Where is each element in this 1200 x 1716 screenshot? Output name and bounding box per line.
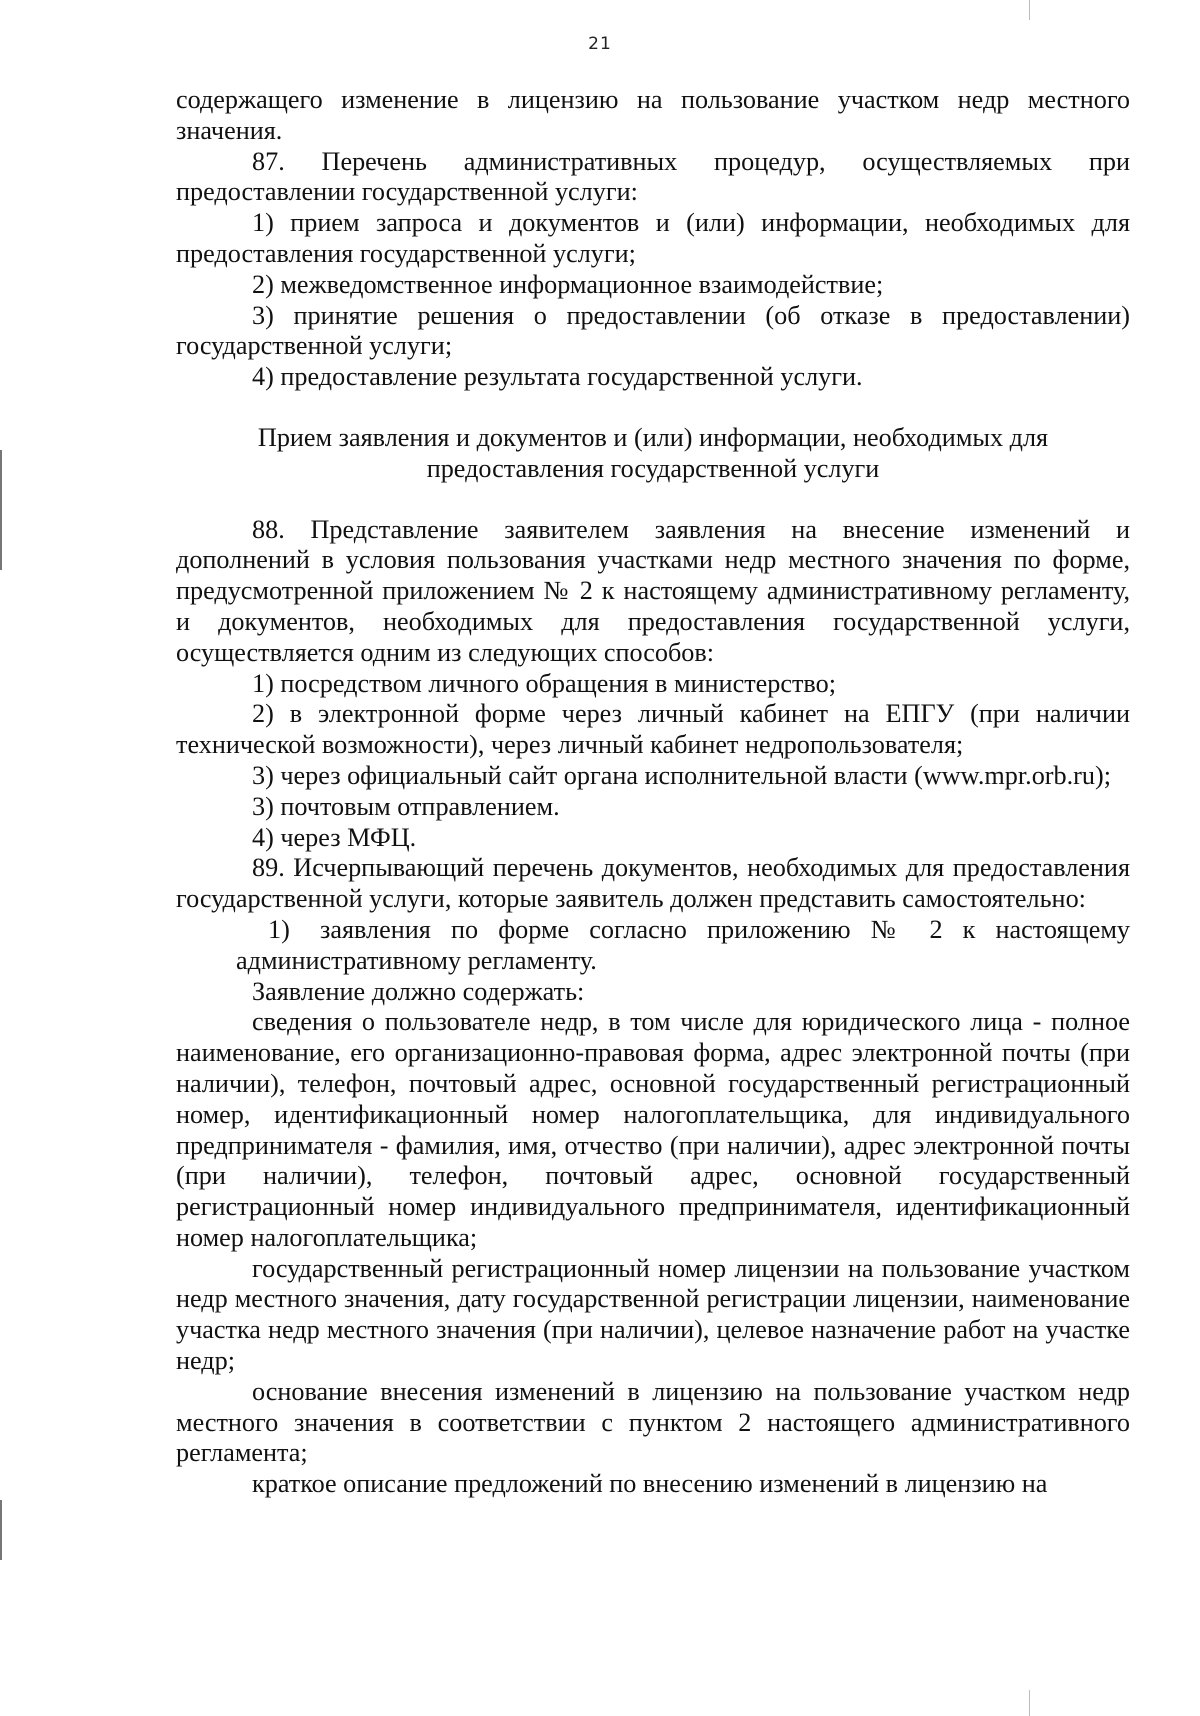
paragraph-88: 88. Представление заявителем заявления на внесение изменений и дополнений в условия пользования участками недр местного значения по форме, предусмотренной приложением № 2 к настоящему административному регламенту, и документов, необходимых для предоставления государственной услуги, осуществляется одним из следующих способов: (176, 514, 1130, 667)
paragraph: содержащего изменение в лицензию на пользование участком недр местного значения. (176, 85, 1130, 145)
procedure-item-2: 2) межведомственное информационное взаимодействие; (252, 269, 884, 299)
scan-edge-mark (0, 1500, 2, 1560)
document-list-item-1 (176, 915, 1130, 977)
page-number: 21 (588, 34, 612, 54)
scan-edge-mark (1029, 1690, 1030, 1716)
scan-edge-mark (1029, 0, 1030, 20)
method-item-3: 3) через официальный сайт органа исполнительной власти (www.mpr.orb.ru); (252, 760, 1111, 790)
method-item-4: 4) через МФЦ. (252, 822, 417, 852)
requirement-user-info: сведения о пользователе недр, в том числе для юридического лица - полное наименование, его организационно-правовая форма, адрес электронной почты (при наличии), телефон, почтовый адрес, основной государственный регистрационный номер, идентификационный номер налогоплательщика, для индивидуального предпринимателя - фамилия, имя, отчество (при наличии), адрес электронной почты (при наличии), телефон, почтовый адрес, основной государственный регистрационный номер индивидуального предпринимателя, идентификационный номер налогоплательщика; (176, 1007, 1130, 1252)
method-item-1: 1) посредством личного обращения в министерство; (252, 668, 836, 698)
procedure-item-1: 1) прием запроса и документов и (или) информации, необходимых для предоставления государственной услуги; (176, 208, 1130, 268)
requirement-description: краткое описание предложений по внесению изменений в лицензию на (252, 1469, 1048, 1499)
requirement-license-info: государственный регистрационный номер лицензии на пользование участком недр местного значения, дату государственной регистрации лицензии, наименование участка недр местного значения (при наличии), целевое назначение работ на участке недр; (176, 1253, 1130, 1376)
section-heading: Прием заявления и документов и (или) информации, необходимых для предоставления государственной услуги (257, 422, 1049, 483)
scan-edge-mark (0, 450, 2, 570)
procedure-item-4: 4) предоставление результата государственной услуги. (252, 362, 863, 392)
method-item-3b: 3) почтовым отправлением. (252, 791, 560, 821)
method-item-2: 2) в электронной форме через личный кабинет на ЕПГУ (при наличии технической возможности), через личный кабинет недропользователя; (176, 699, 1130, 760)
paragraph-87: 87. Перечень административных процедур, осуществляемых при предоставлении государственной услуги: (176, 146, 1130, 207)
paragraph-89: 89. Исчерпывающий перечень документов, необходимых для предоставления государственной услуги, которые заявитель должен представить самостоятельно: (176, 853, 1130, 914)
requirement-basis: основание внесения изменений в лицензию на пользование участком недр местного значения в соответствии с пунктом 2 настоящего административного регламента; (176, 1376, 1130, 1468)
application-content-intro: Заявление должно содержать: (252, 976, 585, 1006)
procedure-item-3: 3) принятие решения о предоставлении (об отказе в предоставлении) государственной услуги; (176, 300, 1130, 361)
list-item-number: 1) (268, 914, 290, 944)
list-item-text: заявления по форме согласно приложению № 2 к настоящему административному регламенту. (236, 914, 1130, 975)
document-body (176, 85, 1130, 1500)
